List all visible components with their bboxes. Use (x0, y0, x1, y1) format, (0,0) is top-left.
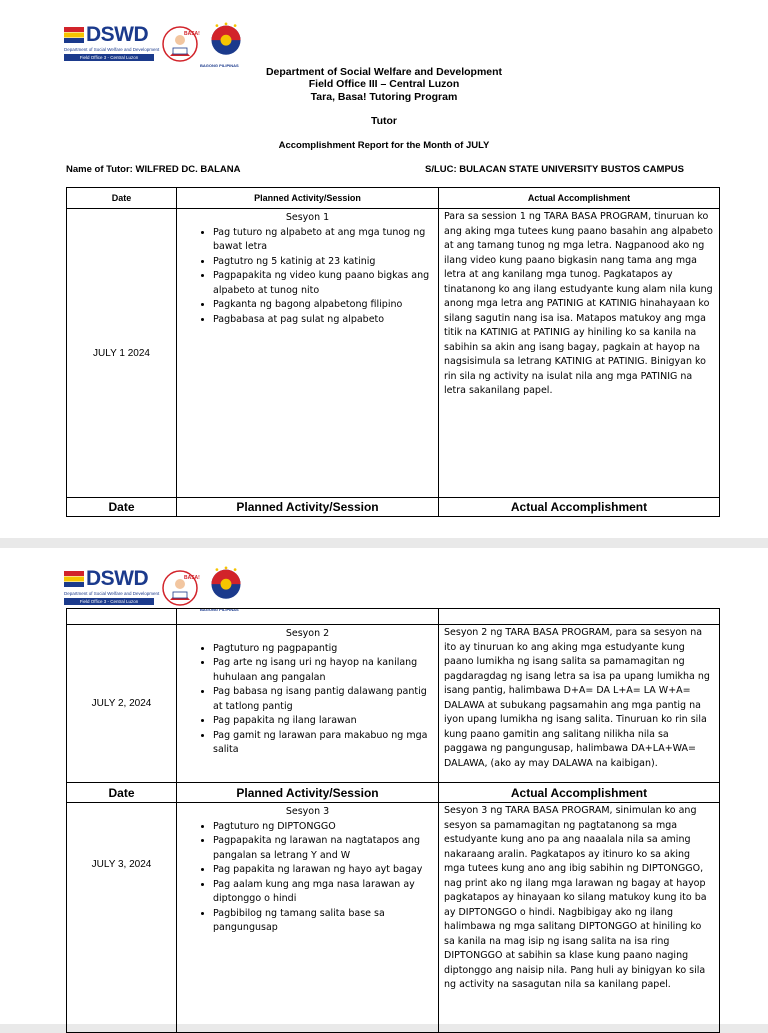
accomplishment-text: Para sa session 1 ng TARA BASA PROGRAM, tinuruan ko ang aking mga tutees kung paano basahin ang alpabeto at ang tamang tunog ng mga letra. Nagpanood ako ng ilang video kung paano bigkasin nang tama ang mga letra at ang kanilang mga tunog. Pagkatapos ay tinatanong ko ang ilang estudyante kung alam nila kung anong mga letra ang PATINIG at KATINIG hinahayaan ko silang sagutin nang isa isa. Matapos matukoy ang mga titik na KATINIG at PATINIG ay hiniling ko sa kanila na sabihin sa akin ang isang bagay, pagkain at hayop na nagsisimula sa letrang KATINIG at PATINIG. Binigyan ko rin sila ng activity na isulat nila ang mga PATINIG na letra sakanilang papel. (439, 209, 720, 498)
col-header-date: Date (67, 498, 177, 517)
list-item: • Pag babasa ng isang pantig dalawang pantig at tatlong pantig (213, 685, 434, 714)
basa-logo-text: BASA! (184, 31, 200, 37)
dswd-full-name: Department of Social Welfare and Development (64, 591, 160, 596)
bagong-pilipinas-icon (204, 22, 248, 62)
dswd-name: DSWD (86, 567, 149, 590)
bagong-pilipinas-logo (200, 22, 248, 68)
activity-list (181, 642, 434, 758)
header-line-2: Field Office III – Central Luzon (308, 78, 460, 90)
header-line-1: Department of Social Welfare and Development (265, 66, 503, 78)
table-header-row (67, 783, 720, 803)
list-item: • Pag papakita ng ilang larawan (213, 714, 434, 729)
table-row (67, 803, 720, 1033)
bagong-pilipinas-text: BAGONG PILIPINAS (200, 607, 239, 612)
table-header-row (67, 188, 720, 209)
col-header-planned: Planned Activity/Session (177, 783, 439, 803)
col-header-actual: Actual Accomplishment (439, 783, 720, 803)
table-blank-row (67, 609, 720, 625)
session-date: JULY 2, 2024 (67, 625, 177, 783)
col-header-planned: Planned Activity/Session (177, 498, 439, 517)
activity-list (181, 820, 434, 936)
report-title: Accomplishment Report for the Month of JULY (278, 140, 490, 151)
dswd-office: Field Office 3 - Central Luzon (64, 54, 154, 61)
list-item: • Pag papakita ng larawan ng hayo ayt bagay (213, 863, 434, 878)
col-header-actual: Actual Accomplishment (439, 188, 720, 209)
report-table-2 (66, 608, 720, 1033)
dswd-office: Field Office 3 - Central Luzon (64, 598, 154, 605)
accomplishment-text: Sesyon 2 ng TARA BASA PROGRAM, para sa sesyon na ito ay tinuruan ko ang aking mga estudyante kung paano lumikha ng isang salita sa pamamagitan ng pagdaragdag ng isang letra sa isa pa upang lumikha ng isang pantig, halimbawa D+A= DA L+A= LA W+A= DALAWA at subukang pagsamahin ang mga pantig na iyon upang lumikha ng isang salita. Tinuruan ko rin sila kung paano gamitin ang salitang nilikha nila sa paggawa ng pangungusap, halimbawa DA+LA+WA= DALAWA, (ako ay may DALAWA na kaibigan). (439, 625, 720, 783)
list-item: • Pag aalam kung ang mga nasa larawan ay diptonggo o hindi (213, 878, 434, 907)
col-header-date: Date (67, 783, 177, 803)
dswd-logo (64, 567, 160, 609)
tara-basa-logo-icon (162, 26, 198, 62)
col-header-date: Date (67, 188, 177, 209)
dswd-name: DSWD (86, 23, 149, 46)
col-header-actual: Actual Accomplishment (439, 498, 720, 517)
list-item: • Pag gamit ng larawan para makabuo ng mga salita (213, 729, 434, 758)
bagong-pilipinas-text: BAGONG PILIPINAS (200, 63, 239, 68)
list-item: • Pag tuturo ng alpabeto at ang mga tunog ng bawat letra (213, 226, 434, 255)
planned-activity (177, 209, 439, 498)
tutor-name: Name of Tutor: WILFRED DC. BALANA (66, 164, 241, 175)
session-title: Sesyon 2 (285, 628, 330, 639)
dswd-emblem-icon (64, 571, 84, 587)
page-2 (0, 548, 768, 1024)
report-table-1 (66, 187, 720, 517)
list-item: • Pagpapakita ng video kung paano bigkas ang alpabeto at tunog nito (213, 269, 434, 298)
table-row (67, 209, 720, 498)
basa-logo-text: BASA! (184, 575, 200, 581)
header-line-3: Tara, Basa! Tutoring Program (310, 91, 458, 103)
list-item: • Pagtuturo ng DIPTONGGO (213, 820, 434, 835)
bagong-pilipinas-logo (200, 566, 248, 612)
planned-activity (177, 803, 439, 1033)
suc-name: S/LUC: BULACAN STATE UNIVERSITY BUSTOS CAMPUS (425, 164, 684, 175)
list-item: • Pagtuturo ng pagpapantig (213, 642, 434, 657)
dswd-emblem-icon (64, 27, 84, 43)
header-role: Tutor (370, 115, 398, 127)
col-header-planned: Planned Activity/Session (177, 188, 439, 209)
dswd-logo (64, 23, 160, 65)
session-title: Sesyon 1 (285, 212, 330, 223)
tara-basa-logo-icon (162, 570, 198, 606)
list-item: • Pagbibilog ng tamang salita base sa pangungusap (213, 907, 434, 936)
session-date: JULY 1 2024 (67, 209, 177, 498)
session-date: JULY 3, 2024 (67, 803, 177, 1033)
list-item: • Pagpapakita ng larawan na nagtatapos ang pangalan sa letrang Y and W (213, 834, 434, 863)
table-row (67, 625, 720, 783)
table-header-row (67, 498, 720, 517)
accomplishment-text: Sesyon 3 ng TARA BASA PROGRAM, sinimulan ko ang sesyon sa pamamagitan ng pagtatanong sa mga estudyante kung ano pa ang naaalala nila sa aming nakaraang aralin. Pagkatapos ay itinuro ko sa aking mga tutees kung ano ang ibig sabihin ng DIPTONGGO, nag print ako ng ilang mga larawan ng bagay at hayop pagkatapos ay hinayaan ko silang matukoy kung ito ba ay DIPTONGGO o hindi. Nagbibigay ako ng ilang halimbawa ng mga salitang DIPTONGGO at hiniling ko sa kanila na mag isip ng isang salita na isa ring DIPTONGGO at sabihin sa klase kung paano naging diptonggo ang naisip nila. Pang huli ay binigyan ko sila ng activity na sasagutan nila sa kanilang papel. (439, 803, 720, 1033)
list-item: • Pagtutro ng 5 katinig at 23 katinig (213, 255, 434, 270)
session-title: Sesyon 3 (285, 806, 330, 817)
bagong-pilipinas-icon (204, 566, 248, 606)
dswd-full-name: Department of Social Welfare and Development (64, 47, 160, 52)
list-item: • Pagkanta ng bagong alpabetong filipino (213, 298, 434, 313)
logo-strip (64, 22, 248, 66)
list-item: • Pag arte ng isang uri ng hayop na kanilang huhulaan ang pangalan (213, 656, 434, 685)
activity-list (181, 226, 434, 328)
planned-activity (177, 625, 439, 783)
logo-strip (64, 566, 248, 610)
list-item: • Pagbabasa at pag sulat ng alpabeto (213, 313, 434, 328)
